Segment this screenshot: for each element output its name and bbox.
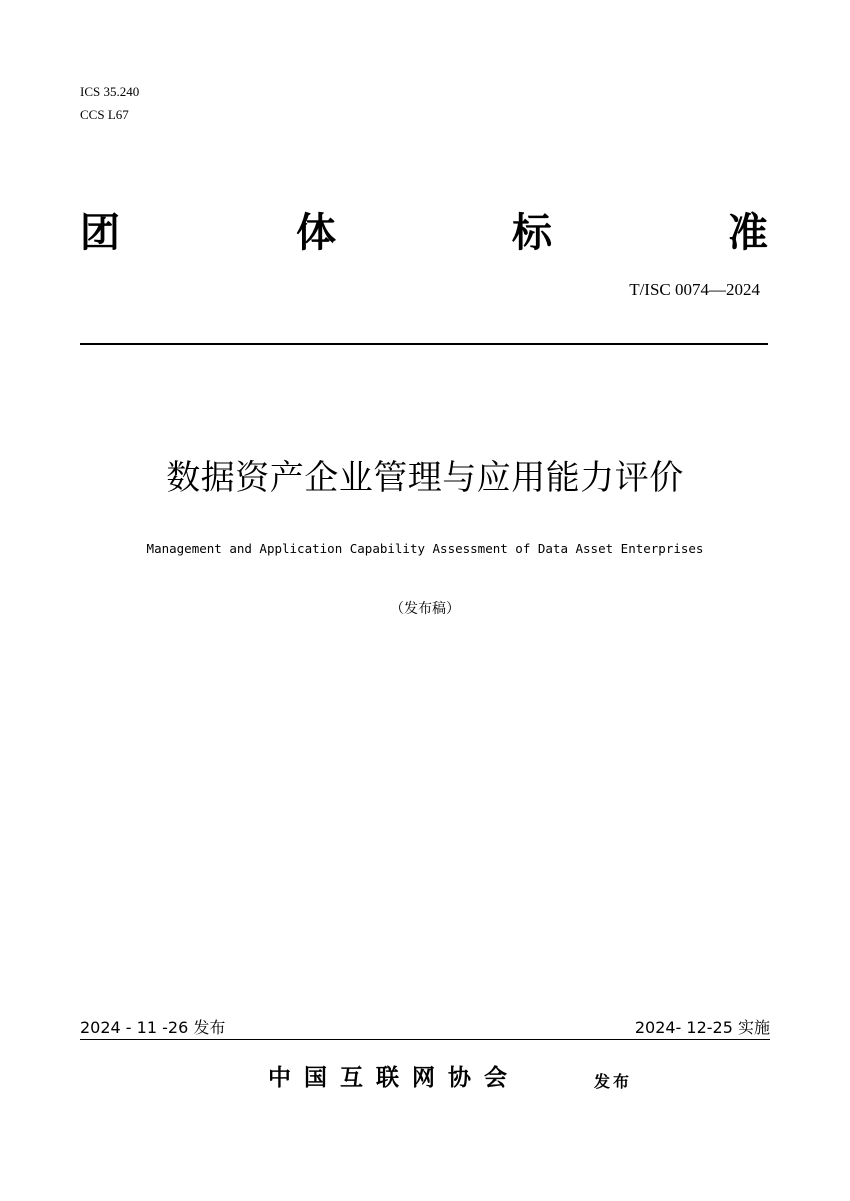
document-type-char: 体 [296, 210, 336, 256]
ics-code: ICS 35.240 [80, 84, 140, 99]
implementation-date: 2024- 12-25 实施 [634, 1018, 770, 1037]
document-type-char: 团 [80, 210, 120, 256]
document-type-heading [80, 208, 768, 258]
ccs-code: CCS L67 [80, 107, 129, 122]
document-type-char: 标 [512, 210, 552, 256]
title-chinese: 数据资产企业管理与应用能力评价 [166, 458, 684, 498]
dates-row [80, 1017, 770, 1040]
publisher-name: 中国互联网协会 [268, 1064, 520, 1091]
standard-number: T/ISC 0074—2024 [629, 280, 760, 299]
publish-label: 发布 [594, 1072, 633, 1091]
header-divider [80, 343, 768, 345]
document-type-char: 准 [728, 210, 768, 256]
draft-status: （发布稿） [390, 601, 460, 617]
title-english: Management and Application Capability Assessment of Data Asset Enterprises [146, 541, 704, 556]
release-date: 2024 - 11 -26 发布 [80, 1018, 226, 1037]
